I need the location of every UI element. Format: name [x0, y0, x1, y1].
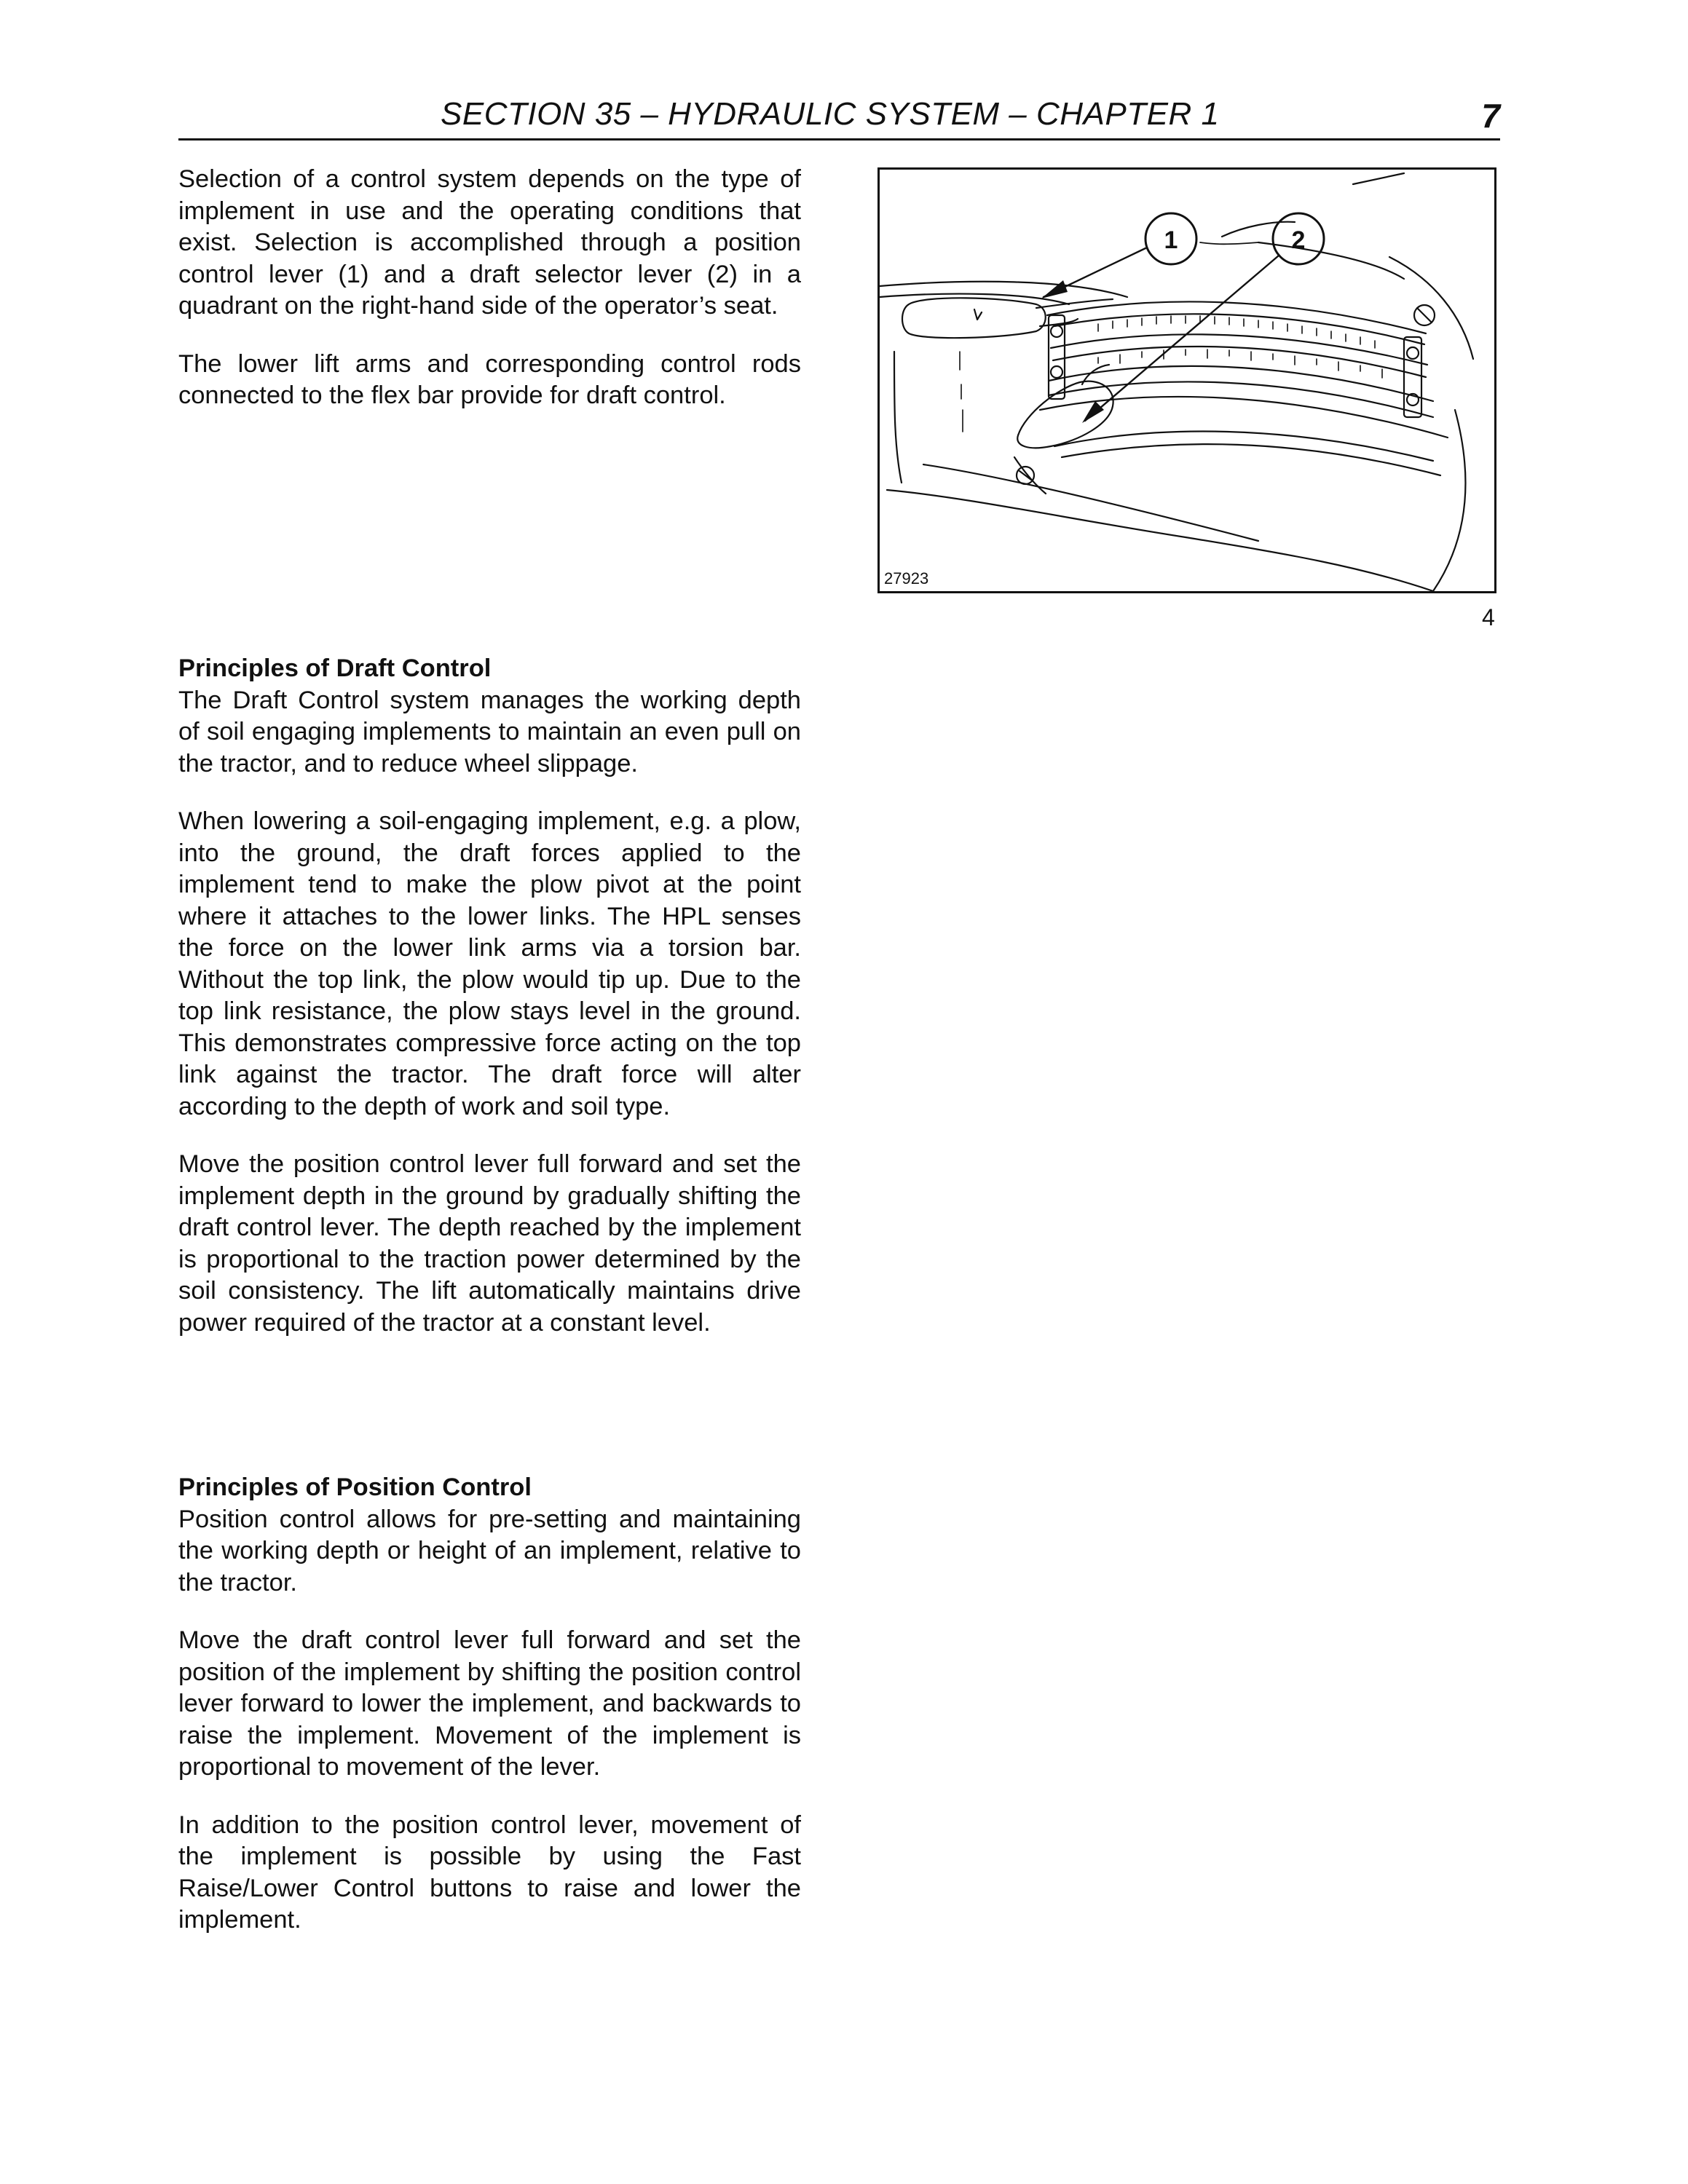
draft-paragraph-2: When lowering a soil-engaging implement, e.g. a plow, into the ground, the draft forces applied to the implement tend to make the plow pivot at the point where it attaches to the lower links. The HPL senses the force on the lower link arms via a torsion bar. Without the top link, the plow would tip up. Due to the top link resistance, the plow stays level in the ground. This demonstrates compressive force acting on the top link against the tractor. The draft force will alter according to the depth of work and soil type.: [178, 807, 801, 1120]
position-control-section: [178, 1472, 801, 1936]
draft-control-section: [178, 653, 801, 1339]
intro-paragraph-1: Selection of a control system depends on the type of implement in use and the operating conditions that exist. Selection is accomplished through a position control lever (1) and a draft selector lever (2) in a quadrant on the right-hand side of the operator’s seat.: [178, 165, 801, 320]
lever-quadrant-illustration: [880, 170, 1494, 591]
figure-code: 27923: [884, 569, 929, 587]
header-rule: [178, 138, 1500, 141]
position-paragraph-1: Position control allows for pre-setting and maintaining the working depth or height of an implement, relative to the tractor.: [178, 1505, 801, 1597]
position-control-heading: Principles of Position Control: [178, 1473, 532, 1501]
draft-control-heading: Principles of Draft Control: [178, 654, 492, 682]
intro-paragraph-2: The lower lift arms and corresponding control rods connected to the flex bar provide for draft control.: [178, 349, 801, 409]
draft-paragraph-1: The Draft Control system manages the working depth of soil engaging implements to maintain an even pull on the tractor, and to reduce wheel slippage.: [178, 686, 801, 778]
callout-2-label: 2: [1291, 226, 1306, 254]
figure-number: 4: [1482, 604, 1495, 630]
lever-quadrant-figure: [877, 167, 1496, 593]
section-title: SECTION 35 – HYDRAULIC SYSTEM – CHAPTER 1: [441, 96, 1220, 132]
callout-1-label: 1: [1164, 226, 1178, 254]
position-paragraph-3: In addition to the position control lever, movement of the implement is possible by using the Fast Raise/Lower Control buttons to raise and lower the implement.: [178, 1811, 801, 1934]
position-paragraph-2: Move the draft control lever full forward and set the position of the implement by shifting the position control lever forward to lower the implement, and backwards to raise the implement. Movement of the implement is proportional to movement of the lever.: [178, 1626, 801, 1781]
intro-text: [178, 164, 801, 412]
page-header: [178, 96, 1500, 138]
page-number: 7: [1481, 97, 1500, 135]
draft-paragraph-3: Move the position control lever full forward and set the implement depth in the ground by gradually shifting the draft control lever. The depth reached by the implement is proportional to the traction power determined by the soil consistency. The lift automatically maintains drive power required of the tractor at a constant level.: [178, 1150, 801, 1337]
